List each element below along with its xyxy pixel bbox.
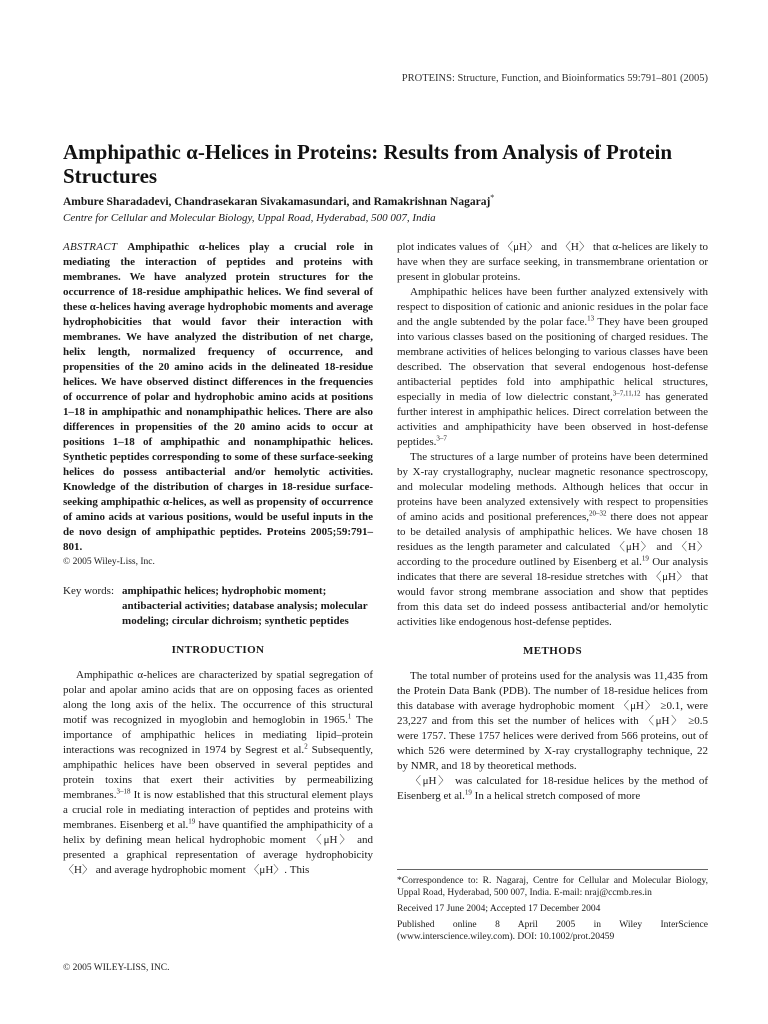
citation-ref: 3–7 bbox=[436, 434, 447, 443]
intro-text-2: The importance of amphipathic helices in mediating lipid–protein interactions was recognized in 1974 by Segrest et al. bbox=[63, 714, 373, 756]
author-affiliation: Centre for Cellular and Molecular Biology, Uppal Road, Hyderabad, 500 007, India bbox=[63, 212, 436, 224]
citation-ref: 19 bbox=[188, 817, 196, 826]
citation-ref: 19 bbox=[641, 554, 649, 563]
journal-running-header: PROTEINS: Structure, Function, and Bioinformatics 59:791–801 (2005) bbox=[401, 73, 708, 84]
citation-ref: 1 bbox=[347, 712, 352, 721]
section-heading-introduction: INTRODUCTION bbox=[171, 644, 265, 656]
intro-text-3: Subsequently, amphipathic helices have been observed in several peptides and protein toxins that exert their activities by permeabilizing membranes. bbox=[63, 744, 373, 801]
left-column bbox=[63, 240, 373, 878]
body-paragraph bbox=[397, 450, 708, 630]
author-list bbox=[63, 193, 495, 208]
citation-ref: 3–7,11,12 bbox=[612, 389, 641, 398]
abstract-label: ABSTRACT bbox=[63, 241, 118, 253]
publication-info: Published online 8 April 2005 in Wiley InterScience (www.interscience.wiley.com). DOI: 10.1002/prot.20459 bbox=[397, 920, 708, 942]
footnotes bbox=[397, 869, 708, 947]
citation-ref: 13 bbox=[587, 314, 595, 323]
corresponding-author-mark: * bbox=[490, 193, 495, 203]
body-paragraph: plot indicates values of 〈μH〉 and 〈H〉 that α-helices are likely to have when they are surface seeking, in transmembrane orientation or present in globular proteins. bbox=[397, 241, 708, 283]
received-date: Received 17 June 2004; Accepted 17 December 2004 bbox=[397, 904, 601, 914]
intro-text-4: It is now established that this structural element plays a crucial role in mediating interaction of peptides and proteins with membranes. Eisenberg et al. bbox=[63, 789, 373, 831]
body-text: Amphipathic helices have been further analyzed extensively with respect to disposition of cationic and anionic residues in the polar face and the angle subtended by the polar face. bbox=[397, 286, 708, 328]
keywords-block bbox=[63, 584, 373, 629]
page-footer-copyright: © 2005 WILEY-LISS, INC. bbox=[63, 963, 170, 973]
body-text: The structures of a large number of proteins have been determined by X-ray crystallography, nuclear magnetic resonance spectroscopy, and molecular modeling methods. Although helices that occur in proteins have been analyzed extensively with respect to propensities of amino acids and positional preferences, bbox=[397, 451, 708, 523]
correspondence-footnote: *Correspondence to: R. Nagaraj, Centre for Cellular and Molecular Biology, Uppal Road, Hyderabad, 500 007, India. E-mail: nraj@ccmb.res.in bbox=[397, 876, 708, 898]
abstract-copyright: © 2005 Wiley-Liss, Inc. bbox=[63, 557, 155, 567]
intro-text-5: have quantified the amphipathicity of a helix by defining mean helical hydrophobic moment 〈μH〉 and presented a graphical representation of average hydrophobicity 〈H〉 and average hydrophobic moment 〈μH〉. This bbox=[63, 819, 373, 876]
author-names: Ambure Sharadadevi, Chandrasekaran Sivakamasundari, and Ramakrishnan Nagaraj bbox=[63, 196, 491, 208]
methods-paragraph bbox=[397, 774, 708, 804]
introduction-paragraph bbox=[63, 668, 373, 878]
citation-ref: 2 bbox=[304, 742, 308, 751]
methods-text: In a helical stretch composed of more bbox=[471, 790, 641, 802]
body-text: has generated further interest in amphipathic helices. Direct correlation between the activities and amphipathicity have been observed in host-defense peptides. bbox=[397, 391, 708, 448]
body-paragraph bbox=[397, 285, 708, 450]
methods-paragraph: The total number of proteins used for the analysis was 11,435 from the Protein Data Bank (PDB). The number of 18-residue helices from this database with average hydrophobic moment 〈μH〉 ≥0.1, were 23,227 and from this set the number of helices with 〈μH〉 ≥0.5 were 1757. These 1757 helices were derived from 566 proteins, out of which 526 were determined by X-ray crystallography technique, 22 by NMR, and 18 by theoretical methods. bbox=[397, 670, 708, 772]
keywords-text: amphipathic helices; hydrophobic moment; antibacterial activities; database analysis; molecular modeling; circular dichroism; synthetic peptides bbox=[122, 585, 368, 627]
article-title: Amphipathic α-Helices in Proteins: Results from Analysis of Protein Structures bbox=[63, 140, 673, 188]
abstract bbox=[63, 240, 373, 555]
methods-text: 〈μH〉 was calculated for 18-residue helices by the method of Eisenberg et al. bbox=[397, 775, 708, 802]
abstract-text: Amphipathic α-helices play a crucial role in mediating the interaction of peptides and proteins with membranes. We have analyzed protein structures for the occurrence of 18-residue amphipathic helices. We find several of these α-helices having average hydrophobic moments and average hydrophobicities that would favor their interaction with membranes. We have analyzed the distribution of net charge, helix length, normalized frequency of occurrence, and propensities of the 20 amino acids in the delineated 18-residue helices. We have observed distinct differences in the frequencies of occurrence of polar and hydrophobic amino acids at positions 1–18 in amphipathic and nonamphipathic helices. There are also differences in propensities of the 20 amino acids to occur at positions 1–18 of amphipathic and nonamphipathic helices. Synthetic peptides corresponding to some of these surface-seeking helices do possess antibacterial and/or hemolytic activities. Knowledge of the distribution of charges in 18-residue surface-seeking amphipathic α-helices, as well as propensity of occurrence of amino acids at various positions, would be useful inputs in the de novo design of amphipathic peptides. Proteins 2005;59:791–801. bbox=[63, 241, 373, 553]
citation-ref: 20–32 bbox=[588, 509, 607, 518]
body-text: They have been grouped into various classes based on the positioning of charged residues. The membrane activities of helices belonging to various classes have been described. The observation that several endogenous host-defense antibacterial peptides fold into amphipathic helical structures, especially in media of low dielectric constant, bbox=[397, 316, 708, 403]
citation-ref: 3–18 bbox=[116, 787, 131, 796]
body-text: Our analysis indicates that there are several 18-residue stretches with 〈μH〉 that would favor strong membrane association and show that peptides from this data set do indeed possess antibacterial and/or hemolytic activities like endogenous host-defense peptides. bbox=[397, 556, 708, 628]
right-column bbox=[397, 240, 708, 804]
section-heading-methods: METHODS bbox=[522, 645, 583, 657]
intro-text-1: Amphipathic α-helices are characterized by spatial segregation of polar and apolar amino acids that are on opposing faces as oriented along the long axis of the helix. The occurrence of this structural motif was recognized in myoglobin and hemoglobin in 1965. bbox=[63, 669, 373, 726]
citation-ref: 19 bbox=[464, 788, 472, 797]
keywords-label: Key words: bbox=[63, 585, 115, 597]
body-text: there does not appear to be detailed analysis of amphipathic helices. We have chosen 18 residues as the length parameter and calculated 〈μH〉 and 〈H〉 according to the procedure outlined by Eisenberg et al. bbox=[397, 511, 709, 568]
